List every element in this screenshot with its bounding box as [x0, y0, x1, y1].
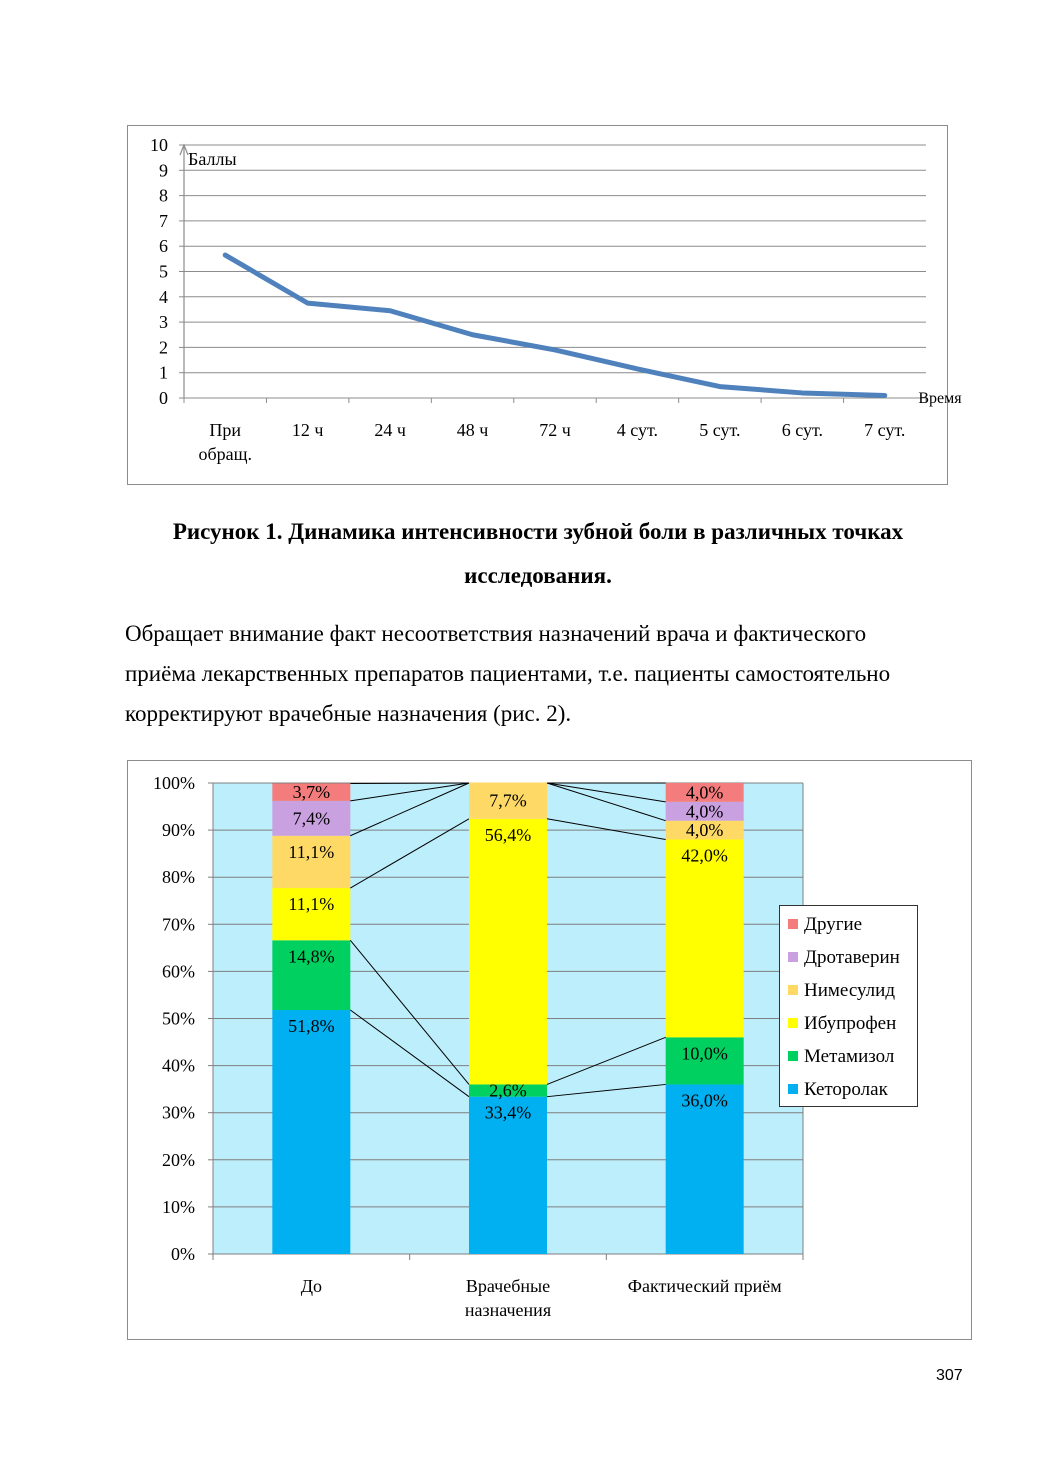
y-tick-label: 60%	[162, 961, 195, 982]
legend-label: Кеторолак	[804, 1079, 888, 1100]
x-tick-label: 5 сут.	[699, 420, 741, 440]
legend-item	[788, 980, 895, 1002]
y-tick-label: 80%	[162, 867, 195, 888]
y-tick-label: 8	[159, 185, 168, 206]
legend-label: Ибупрофен	[804, 1013, 897, 1034]
data-label: 42,0%	[681, 845, 728, 866]
legend-item	[788, 1013, 896, 1035]
data-label: 3,7%	[292, 782, 331, 803]
legend-swatch	[788, 1018, 798, 1028]
caption-line-2: исследования.	[464, 563, 612, 588]
x-tick-label: 24 ч	[374, 420, 406, 440]
data-label: 14,8%	[288, 946, 335, 967]
data-label: 4,0%	[685, 820, 724, 841]
legend-swatch	[788, 919, 798, 929]
data-label: 11,1%	[288, 841, 335, 862]
data-label: 36,0%	[681, 1090, 728, 1111]
data-label: 4,0%	[685, 782, 724, 803]
data-label: 7,4%	[292, 808, 331, 829]
legend-item	[788, 947, 900, 969]
legend-swatch	[788, 952, 798, 962]
x-tick-label: назначения	[464, 1300, 552, 1320]
bar-segment	[469, 819, 547, 1085]
data-label: 11,1%	[288, 894, 335, 915]
x-tick-label: 7 сут.	[864, 420, 906, 440]
y-tick-label: 3	[159, 312, 168, 333]
x-tick-label: Врачебные	[465, 1276, 551, 1296]
x-tick-label: 6 сут.	[781, 420, 823, 440]
x-tick-label: 72 ч	[539, 420, 571, 440]
bar-segment	[666, 840, 744, 1038]
data-label: 7,7%	[489, 790, 527, 811]
x-tick-label: До	[300, 1276, 322, 1296]
y-tick-label: 9	[159, 160, 168, 181]
y-tick-label: 40%	[162, 1055, 195, 1076]
y-tick-label: 90%	[162, 820, 195, 841]
x-tick-label: 48 ч	[456, 420, 489, 440]
x-tick-label: При	[209, 420, 242, 440]
caption-line-1: Рисунок 1. Динамика интенсивности зубной боли в различных точках	[172, 519, 904, 544]
y-tick-label: 6	[159, 236, 168, 257]
legend-label: Метамизол	[804, 1046, 895, 1067]
y-tick-label: 30%	[162, 1102, 195, 1123]
y-tick-label: 7	[159, 210, 168, 231]
y-tick-label: 5	[159, 261, 168, 282]
y-tick-label: 1	[159, 362, 168, 383]
legend-item	[788, 914, 862, 936]
y-axis-title: Баллы	[188, 149, 237, 169]
x-tick-label: 4 сут.	[616, 420, 659, 440]
page-number: 307	[936, 1367, 963, 1384]
y-tick-label: 0	[159, 388, 168, 408]
data-label: 56,4%	[484, 824, 532, 845]
data-label: 51,8%	[288, 1016, 335, 1037]
data-label: 33,4%	[484, 1102, 532, 1123]
legend-label: Нимесулид	[804, 980, 895, 1001]
chart-legend	[779, 905, 918, 1107]
x-tick-label: Фактический приём	[627, 1276, 782, 1296]
legend-label: Другие	[804, 914, 863, 935]
y-tick-label: 50%	[162, 1008, 195, 1029]
legend-item	[788, 1046, 894, 1068]
y-tick-label: 70%	[162, 914, 195, 935]
y-tick-label: 2	[159, 337, 168, 358]
data-label: 2,6%	[489, 1080, 527, 1101]
y-tick-label: 20%	[162, 1149, 195, 1170]
x-tick-label: 12 ч	[291, 420, 324, 440]
x-axis-title: Время	[918, 390, 962, 407]
legend-item	[788, 1079, 888, 1101]
legend-label: Дротаверин	[804, 947, 900, 968]
x-tick-label: обращ.	[198, 444, 252, 464]
y-tick-label: 0%	[171, 1244, 195, 1264]
legend-swatch	[788, 985, 798, 995]
y-tick-label: 100%	[153, 773, 195, 793]
paragraph-line-2: приёма лекарственных препаратов пациентами, т.е. пациенты самостоятельно	[125, 661, 891, 686]
paragraph-line-1: Обращает внимание факт несоответствия назначений врача и фактического	[125, 621, 867, 646]
y-tick-label: 10%	[162, 1196, 195, 1217]
paragraph-line-3: корректируют врачебные назначения (рис. 2).	[125, 701, 572, 726]
legend-swatch	[788, 1084, 798, 1094]
data-label: 4,0%	[685, 801, 724, 822]
data-label: 10,0%	[681, 1043, 728, 1064]
y-tick-label: 4	[159, 286, 168, 307]
y-tick-label: 10	[150, 135, 168, 155]
legend-swatch	[788, 1051, 798, 1061]
bar-segment	[272, 1010, 350, 1254]
